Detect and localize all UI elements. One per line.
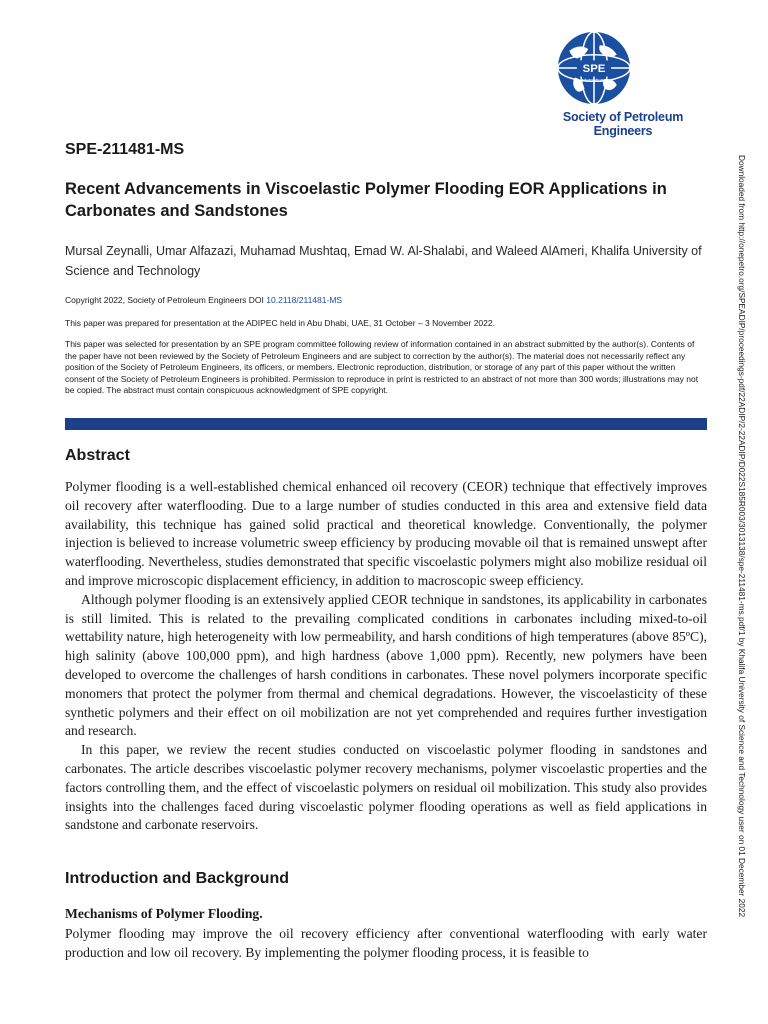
- abstract-paragraph: Polymer flooding is a well-established chemical enhanced oil recovery (CEOR) technique that effectively improves oil recovery after waterflooding. Due to a large number of studies conducted in this area and extensive field data availability, this technique has gained solid practical and theoretical knowledge. Conventionally, the polymer injection is believed to increase volumetric sweep efficiency by producing movable oil that is remained unswept after waterflooding. Nevertheless, studies demonstrated that specific viscoelastic polymers might also mobilize residual oil and improve microscopic displacement efficiency, in addition to macroscopic sweep efficiency.: [65, 479, 707, 588]
- abstract-body: [65, 478, 707, 835]
- paper-title: Recent Advancements in Viscoelastic Polymer Flooding EOR Applications in Carbonates and Sandstones: [65, 180, 667, 220]
- copyright-text: Copyright 2022, Society of Petroleum Engineers DOI: [65, 295, 264, 305]
- globe-icon: [556, 30, 632, 106]
- doi-link[interactable]: 10.2118/211481-MS: [266, 295, 343, 305]
- abstract-heading: Abstract: [65, 447, 130, 464]
- globe-sublabel: International: [580, 78, 608, 84]
- section-divider: [65, 418, 707, 430]
- paper-id: SPE-211481-MS: [65, 141, 185, 158]
- spe-logo: [538, 30, 708, 138]
- download-note: [736, 155, 752, 918]
- download-note-text: Downloaded from http://onepetro.org/SPEADIP/proceedings-pdf/22ADIP/2-22ADIP/D022S185R003/3013138/spe-211481-ms.pdf/1 by Khalifa University of Science and Technology user on 01 December 2022: [737, 155, 747, 918]
- abstract-paragraph: In this paper, we review the recent studies conducted on viscoelastic polymer flooding in sandstones and carbonates. The article describes viscoelastic polymer recovery mechanisms, polymer viscoelastic properties and the factors controlling them, and the effect of viscoelastic polymers on residual oil mobilization. This study also provides insights into the challenges faced during viscoelastic polymer flooding operations as well as field applications in sandstone and carbonate reservoirs.: [65, 742, 707, 833]
- globe-label: SPE: [582, 62, 606, 75]
- selection-note: This paper was selected for presentation by an SPE program committee following review of information contained in an abstract submitted by the author(s). Contents of the paper have not been reviewed by the Society of Petroleum Engineers and are subject to correction by the author(s). The material does not necessarily reflect any position of the Society of Petroleum Engineers, its officers, or members. Electronic reproduction, distribution, or storage of any part of this paper without the written consent of the Society of Petroleum Engineers is prohibited. Permission to reproduce in print is restricted to an abstract of not more than 300 words; illustrations may not be copied. The abstract must contain conspicuous acknowledgment of SPE copyright.: [65, 339, 699, 395]
- introduction-body: [65, 925, 707, 963]
- presentation-note: This paper was prepared for presentation at the ADIPEC held in Abu Dhabi, UAE, 31 October – 3 November 2022.: [65, 318, 495, 328]
- introduction-heading: Introduction and Background: [65, 870, 289, 887]
- abstract-paragraph: Although polymer flooding is an extensively applied CEOR technique in sandstones, its applicability in carbonates is still limited. This is related to the prevailing complicated conditions in carbonates including mixed-to-oil wettability nature, high heterogeneity with low permeability, and harsh conditions of high temperatures (above 85ºC), high salinity (above 100,000 ppm), and high hardness (above 1,000 ppm). Recently, new polymers have been developed to overcome the challenges of harsh conditions in carbonates. These novel polymers incorporate specific monomers that protect the polymer from thermal and chemical degradations. However, the viscoelasticity of these synthetic polymers and their effect on oil mobilization are not yet comprehended and requires further investigation and research.: [65, 591, 707, 739]
- introduction-paragraph: Polymer flooding may improve the oil recovery efficiency after conventional waterflooding with early water production and low oil recovery. By implementing the polymer flooding process, it is feasible to: [65, 926, 707, 960]
- copyright-line: [65, 295, 707, 307]
- org-name: Society of Petroleum Engineers: [562, 110, 684, 138]
- author-list: Mursal Zeynalli, Umar Alfazazi, Muhamad Mushtaq, Emad W. Al-Shalabi, and Waleed AlAmeri, Khalifa University of Science and Technology: [65, 244, 702, 278]
- mechanisms-subheading: Mechanisms of Polymer Flooding.: [65, 906, 263, 921]
